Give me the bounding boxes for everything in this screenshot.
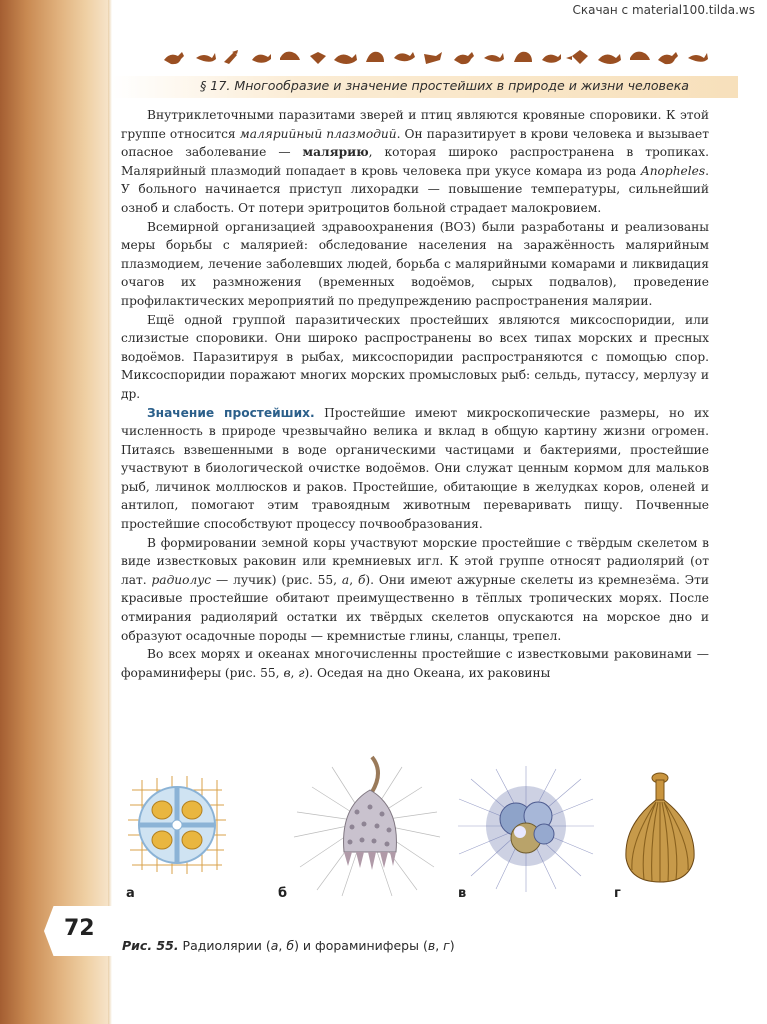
figure-label-a: а xyxy=(126,886,135,901)
caption-text: ) и фораминиферы ( xyxy=(294,938,428,953)
caption-ref: в xyxy=(427,938,436,953)
term-bold: малярию xyxy=(302,145,369,160)
figure-caption xyxy=(122,938,682,953)
source-watermark: Скачан с material100.tilda.ws xyxy=(572,3,755,17)
paragraph-1 xyxy=(121,106,709,218)
radiolarian-bell-illustration xyxy=(292,752,442,897)
caption-ref: г xyxy=(443,938,450,953)
text-run: , xyxy=(290,665,299,680)
text-run: ). Оседая на дно Океана, их раковины xyxy=(304,665,551,680)
text-run: ). Они имеют ажурные скелеты из кремнезёма. Эти красивые простейшие обитают преимущественно в тёплых тропических морях. После отмирания радиолярий остатки их твёрдых скелетов опускаются на морское дно и образуют осадочные породы — кремнистые глины, сланцы, трепел. xyxy=(121,572,709,643)
text-run: . Он паразитирует в крови человека и вызывает опасное заболевание — xyxy=(121,126,710,160)
paragraph-4 xyxy=(121,404,709,534)
caption-title: Рис. 55. xyxy=(122,938,179,953)
book-spine-decoration xyxy=(0,0,108,1024)
caption-text: ) xyxy=(449,938,455,953)
fig-ref-italic: г xyxy=(298,665,305,680)
animal-silhouettes-decoration xyxy=(162,46,710,68)
text-run: — лучик) (рис. 55, xyxy=(211,572,342,587)
main-text xyxy=(121,106,709,682)
figure-label-c: в xyxy=(458,886,467,901)
figure-label-b: б xyxy=(278,886,288,901)
text-run: , xyxy=(349,572,358,587)
caption-text: Радиолярии ( xyxy=(178,938,271,953)
spine-edge xyxy=(108,0,112,1024)
paragraph-3: Ещё одной группой паразитических простейших являются миксоспоридии, или слизистые споровики. Они широко распространены во всех типах морских и пресных водоёмов. Паразитируя в рыбах, миксоспоридии распространяются с помощью спор. Миксоспоридии поражают многих морских промысловых рыб: сельдь, путассу, мерлузу и др. xyxy=(121,312,709,401)
paragraph-6 xyxy=(121,645,709,682)
term-italic: радиолус xyxy=(151,572,212,587)
section-title: § 17. Многообразие и значение простейших в природе и жизни человека xyxy=(200,78,690,93)
caption-text: , xyxy=(278,938,287,953)
term-italic: малярийный плазмодий xyxy=(239,126,397,141)
text-run: Внутриклеточными паразитами зверей и птиц являются кровяные споровики. К этой группе относится xyxy=(121,108,709,141)
fig-ref-italic: а xyxy=(341,572,350,587)
page-number: 72 xyxy=(64,916,95,941)
foraminifera-spiny-illustration xyxy=(456,764,596,894)
text-run: , которая широко распространена в тропиках. Малярийный плазмодий попадает в кровь человека при укусе комара из рода xyxy=(121,145,709,178)
foraminifera-flask-illustration xyxy=(620,770,700,890)
fig-ref-italic: в xyxy=(283,665,291,680)
text-run: . У больного начинается приступ лихорадки — повышение температуры, сильнейший озноб и слабость. От потери эритроцитов больной страдает малокровием. xyxy=(121,163,709,215)
text-run: Простейшие имеют микроскопические размеры, но их численность в природе чрезвычайно велика и вклад в общую картину жизни огромен. Питаясь взвешенными в воде органическими частицами и бактериями, простейшие участвуют в биологической очистке водоёмов. Они служат ценным кормом для мальков рыб, личинок моллюсков и раков. Простейшие, обитающие в желудках коров, оленей и антилоп, помогают этим травоядным животным переваривать пищу. Почвенные простейшие способствуют процессу почвообразования. xyxy=(121,405,709,532)
subheading: Значение простейших. xyxy=(147,405,315,420)
paragraph-5 xyxy=(121,534,709,646)
figure-label-d: г xyxy=(614,886,621,901)
radiolarian-lattice-illustration xyxy=(122,770,232,880)
caption-text: , xyxy=(435,938,444,953)
text-run: Во всех морях и океанах многочисленны простейшие с известковыми раковинами — фораминиферы (рис. 55, xyxy=(121,647,709,680)
genus-italic: Anopheles xyxy=(640,163,706,178)
caption-ref: а xyxy=(270,938,279,953)
text-run: В формировании земной коры участвуют морские простейшие с твёрдым скелетом в виде известковых раковин или кремниевых игл. К этой группе относят радиолярий (от лат. xyxy=(121,535,709,587)
caption-ref: б xyxy=(286,938,295,953)
fig-ref-italic: б xyxy=(357,572,366,587)
paragraph-2: Всемирной организацией здравоохранения (ВОЗ) были разработаны и реализованы меры борьбы с малярией: обследование населения на заражённость малярийным плазмодием, лечение заболевших людей, борьба с малярийными комарами и ликвидация очагов их размножения (временных водоёмов, сырых подвалов), проведение профилактических мероприятий по предупреждению распространения малярии. xyxy=(121,219,709,308)
